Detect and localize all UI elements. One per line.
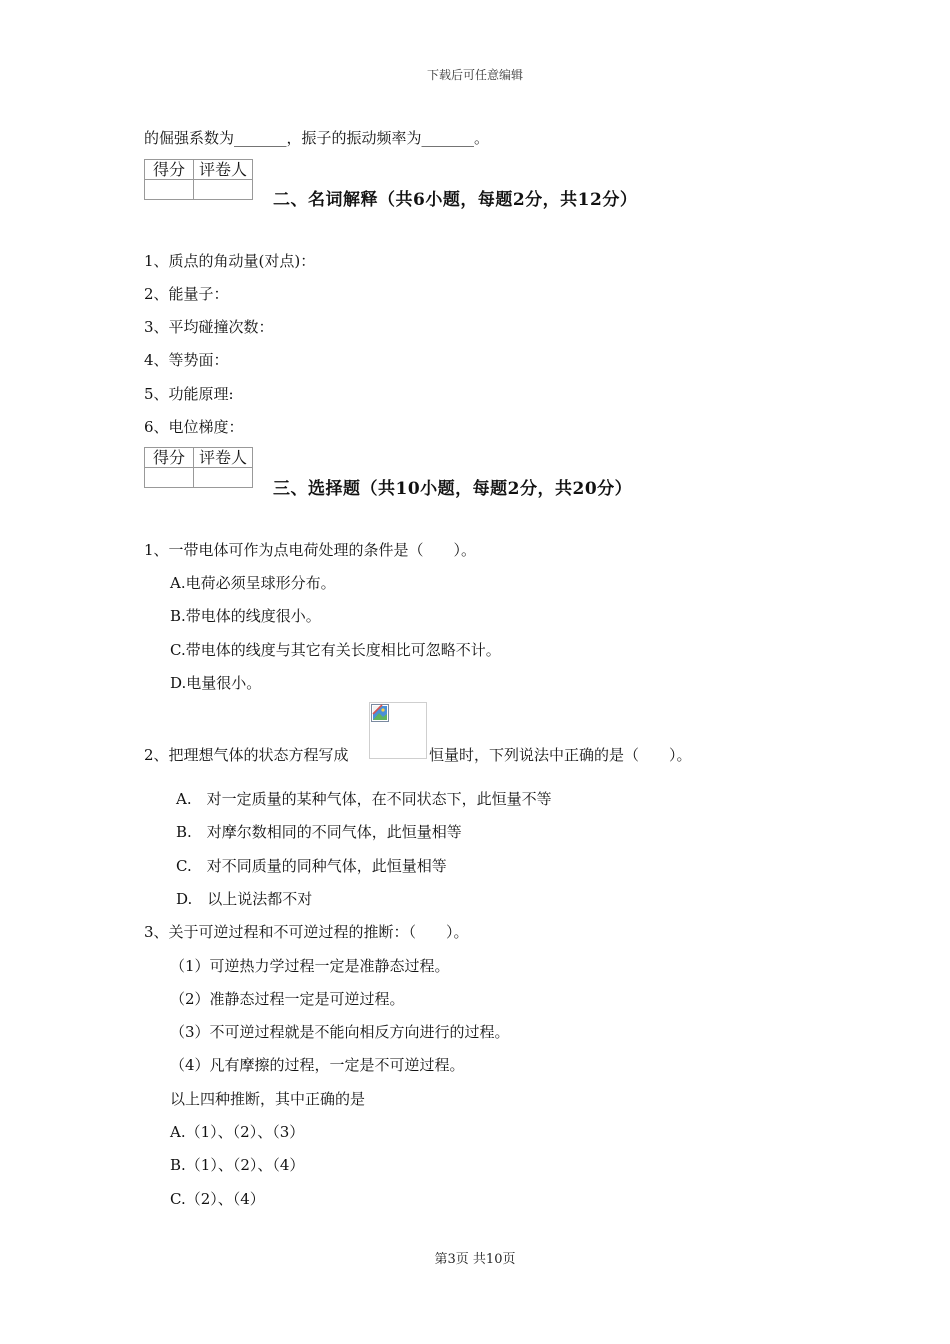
score-cell[interactable] bbox=[145, 468, 194, 488]
term-item-1: 1、质点的角动量(对点)： bbox=[144, 252, 316, 270]
section2-title: 二、名词解释（共6小题，每题2分，共12分） bbox=[273, 190, 638, 210]
score-label: 得分 bbox=[145, 160, 194, 180]
broken-image-icon bbox=[371, 704, 389, 722]
question-1-option-d: D.电量很小。 bbox=[170, 674, 262, 692]
score-table-section3 bbox=[144, 447, 253, 488]
grader-label: 评卷人 bbox=[194, 448, 253, 468]
question-3-option-a: A.（1）、（2）、（3） bbox=[170, 1123, 305, 1141]
question-3-option-c: C.（2）、（4） bbox=[170, 1190, 265, 1208]
question-2-option-b: B. 对摩尔数相同的不同气体，此恒量相等 bbox=[176, 823, 462, 841]
question-3-option-b: B.（1）、（2）、（4） bbox=[170, 1156, 305, 1174]
question-3-statement-3: （3）不可逆过程就是不能向相反方向进行的过程。 bbox=[170, 1023, 510, 1041]
formula-image-placeholder bbox=[369, 702, 427, 759]
question-1-stem: 1、一带电体可作为点电荷处理的条件是（ ）。 bbox=[144, 541, 477, 559]
question-2-option-d: D. 以上说法都不对 bbox=[176, 890, 313, 908]
term-item-3: 3、平均碰撞次数： bbox=[144, 318, 274, 336]
question-3-stem: 3、关于可逆过程和不可逆过程的推断：（ ）。 bbox=[144, 923, 469, 941]
question-3-statement-1: （1）可逆热力学过程一定是准静态过程。 bbox=[170, 957, 450, 975]
grader-cell[interactable] bbox=[194, 468, 253, 488]
grader-label: 评卷人 bbox=[194, 160, 253, 180]
score-cell[interactable] bbox=[145, 180, 194, 200]
question-3-prompt: 以上四种推断，其中正确的是 bbox=[170, 1090, 366, 1108]
fill-blank-line: 的倔强系数为_______，振子的振动频率为_______。 bbox=[144, 129, 490, 147]
grader-cell[interactable] bbox=[194, 180, 253, 200]
term-item-2: 2、能量子： bbox=[144, 285, 229, 303]
term-item-4: 4、等势面： bbox=[144, 351, 229, 369]
question-2-option-a: A. 对一定质量的某种气体，在不同状态下，此恒量不等 bbox=[176, 790, 552, 808]
term-item-5: 5、功能原理: bbox=[144, 385, 234, 403]
page-header: 下载后可任意编辑 bbox=[426, 68, 523, 82]
section3-title: 三、选择题（共10小题，每题2分，共20分） bbox=[273, 479, 633, 499]
question-3-statement-4: （4）凡有摩擦的过程，一定是不可逆过程。 bbox=[170, 1056, 465, 1074]
question-2-option-c: C. 对不同质量的同种气体，此恒量相等 bbox=[176, 857, 447, 875]
score-table-section2 bbox=[144, 159, 253, 200]
score-label: 得分 bbox=[145, 448, 194, 468]
term-item-6: 6、电位梯度： bbox=[144, 418, 244, 436]
question-1-option-c: C.带电体的线度与其它有关长度相比可忽略不计。 bbox=[170, 641, 501, 659]
question-1-option-b: B.带电体的线度很小。 bbox=[170, 607, 321, 625]
page-footer: 第3页 共10页 bbox=[434, 1252, 516, 1267]
question-2-stem-before: 2、把理想气体的状态方程写成 bbox=[144, 746, 349, 764]
question-3-statement-2: （2）准静态过程一定是可逆过程。 bbox=[170, 990, 405, 1008]
question-1-option-a: A.电荷必须呈球形分布。 bbox=[170, 574, 336, 592]
question-2-stem-after: 恒量时，下列说法中正确的是（ ）。 bbox=[429, 746, 692, 764]
